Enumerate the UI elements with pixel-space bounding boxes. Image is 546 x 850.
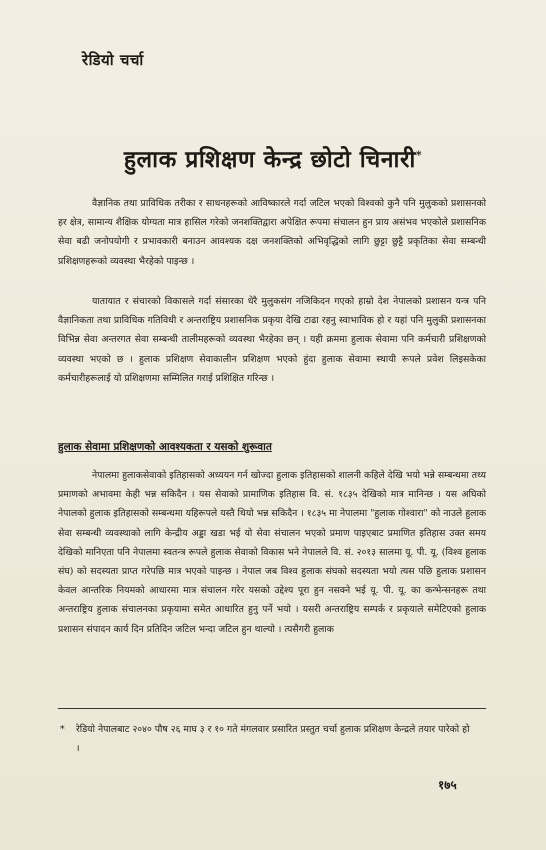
paragraph-3: नेपालमा हुलाकसेवाको इतिहासको अध्ययन गर्न खोज्दा हुलाक इतिहासको शालनी कहिले देखि भयो भन्ने सम्बन्धमा तथ्य प्रमाणको अभावमा केही भन्न सकिदैन । यस सेवाको प्रामाणिक इतिहास वि. सं. १८३५ देखिको मात्र मानिन्छ । यस अघिको नेपालको हुलाक इतिहासको सम्बन्धमा यहिरूपले यस्तै थियो भन्न सकिदैन । १८३५ मा नेपालमा "हुलाक गोश्वारा" को नाउले हुलाक सेवा सम्बन्धी व्यवस्थाको लागि केन्द्रीय अड्डा खडा भई यो सेवा संचालन भएको प्रमाण पाइएबाट प्रमाणित इतिहास उक्त समय देखिको मानिएता पनि नेपालमा स्वतन्त्र रूपले हुलाक सेवाको विकास भने नेपालले वि. सं. २०१३ सालमा यू. पी. यू. (विश्व हुलाक संघ) को सदस्यता प्राप्त गरेपछि मात्र भएको पाइन्छ । नेपाल जब विश्व हुलाक संघको सदस्यता भयो त्यस पछि हुलाक प्रशासन केवल आन्तरिक नियमको आधारमा मात्र संचालन गरेर यसको उद्देश्य पूरा हुन नसक्ने भई यू. पी. यू. का कन्भेन्सनहरू तथा अन्तराष्ट्रिय हुलाक संचालनका प्रकृयामा समेत आधारित हुनु पर्ने भयो । यसरी अन्तराष्ट्रिय सम्पर्क र प्रकृयाले समेटिएको हुलाक प्रशासन संपादन कार्य दिन प्रतिदिन जटिल भन्दा जटिल हुन थाल्यो । त्यसैगरी हुलाक [58, 470, 486, 635]
footnote-text: रेडियो नेपालबाट २०४० पौष २६ माघ ३ र १० गते मंगलवार प्रसारित प्रस्तुत चर्चा हुलाक प्रशिक्षण केन्द्रले तयार पारेको हो । [76, 724, 470, 754]
title-footnote-marker: * [415, 148, 423, 162]
section-subheading: हुलाक सेवामा प्रशिक्षणको आवश्यकता र यसको शुरूवात [58, 441, 272, 453]
footnote [60, 720, 480, 758]
page-number: १७५ [438, 778, 457, 792]
article-title-text: हुलाक प्रशिक्षण केन्द्र छोटो चिनारी [123, 146, 416, 173]
paragraph-2: यातायात र संचारको विकासले गर्दा संसारका धेरै मुलुकसंग नजिकिदन गएको हाम्रो देश नेपालको प्रशासन यन्त्र पनि वैज्ञानिकता तथा प्राविधिक गतिविधी र अन्तराष्ट्रिय प्रशासनिक प्रकृया देखि टाढा रहनु स्वाभाविक हो र यहां पनि मुलुकी प्रशासनका विभिन्न सेवा अन्तरगत सेवा सम्बन्धी तालीमहरूको व्यवस्था भैरहेका छन् । यही क्रममा हुलाक सेवामा पनि कर्मचारी प्रशिक्षणको व्यवस्था भएको छ । हुलाक प्रशिक्षण सेवाकालीन प्रशिक्षण भएको हुंदा हुलाक सेवामा स्थायी रूपले प्रवेश लिइसकेका कर्मचारीहरूलाई यो प्रशिक्षणमा सम्मिलित गराई प्रशिक्षित गरिन्छ । [58, 296, 486, 384]
section-label: रेडियो चर्चा [82, 51, 144, 69]
footnote-divider [58, 708, 486, 709]
footnote-marker: * [60, 724, 65, 735]
article-title [60, 142, 486, 174]
paragraph-1: वैज्ञानिक तथा प्राविधिक तरीका र साधनहरूको आविष्कारले गर्दा जटिल भएको विश्वको कुनै पनि मुलुकको प्रशासनको हर क्षेत्र, सामान्य शैक्षिक योग्यता मात्र हासिल गरेको जनशक्तिद्वारा अपेक्षित रूपमा संचालन हुन प्राय असंभव भएकोले प्रशासनिक सेवा बढी जनोपयोगी र प्रभावकारी बनाउन आवश्यक दक्ष जनशक्तिको अभिवृद्धिको लागि छुट्टा छुट्टै प्रकृतिका सेवा सम्बन्धी प्रशिक्षणहरूको व्यवस्था भैरहेको पाइन्छ । [58, 198, 486, 267]
